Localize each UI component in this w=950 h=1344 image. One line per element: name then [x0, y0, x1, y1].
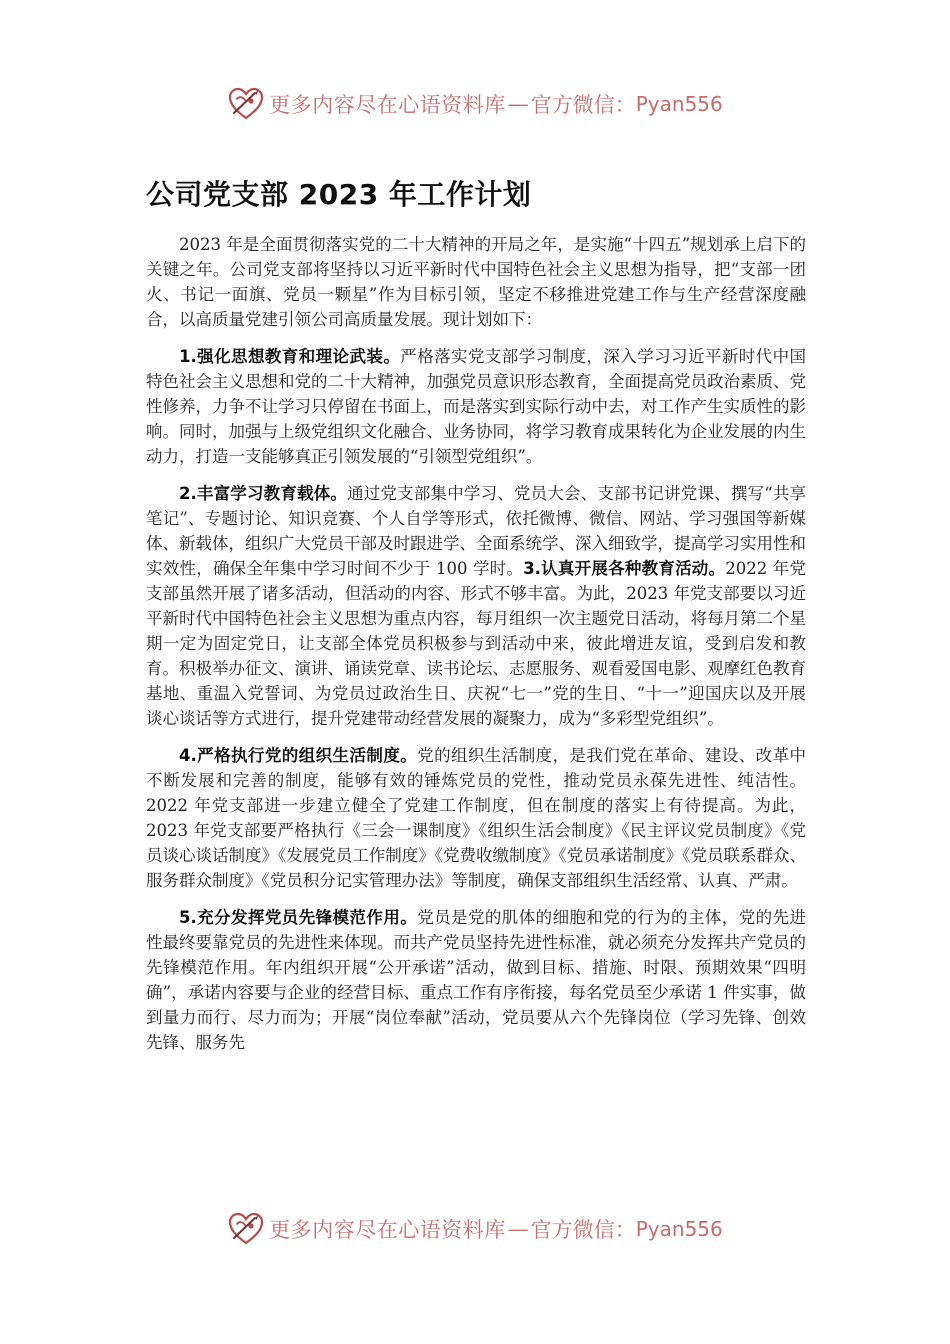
footer-banner[interactable]: [0, 1209, 950, 1249]
section-paragraph-2: [146, 481, 806, 731]
wechat-id[interactable]: Pyan556: [635, 1217, 723, 1241]
document-body: [146, 232, 806, 1067]
section-heading-4: 4.严格执行党的组织生活制度。: [179, 746, 418, 765]
section-paragraph-4: [146, 743, 806, 893]
banner-separator: —: [507, 92, 529, 116]
banner-label: 官方微信：: [530, 1218, 636, 1242]
document-title: 公司党支部 2023 年工作计划: [146, 178, 532, 211]
section-body-3: 2022 年党支部虽然开展了诸多活动，但活动的内容、形式不够丰富。为此，2023 年党支部要以习近平新时代中国特色社会主义思想为重点内容，每月组织一次主题党日活动，将每月第二个星期一定为固定党日，让支部全体党员积极参与到活动中来，彼此增进友谊，受到启发和教育。积极举办征文、演讲、诵读党章、读书论坛、志愿服务、观看爱国电影、观摩红色教育基地、重温入党誓词、为党员过政治生日、庆祝“七一”党的生日、“十一”迎国庆以及开展谈心谈话等方式进行，提升党建带动经营发展的凝聚力，成为“多彩型党组织”。: [146, 559, 806, 728]
section-heading-1: 1.强化思想教育和理论武装。: [179, 347, 401, 366]
heart-logo-icon: [227, 85, 265, 123]
section-heading-2: 2.丰富学习教育载体。: [179, 484, 348, 503]
heart-logo-icon: [227, 1210, 265, 1248]
section-body-2: 通过党支部集中学习、党员大会、支部书记讲党课、撰写“共享笔记”、专题讨论、知识竞赛、个人自学等形式，依托微博、微信、网站、学习强国等新媒体、新载体，组织广大党员干部及时跟进学、全面系统学、深入细致学，提高学习实用性和实效性，确保全年集中学习时间不少于 100 学时。: [146, 484, 807, 578]
section-paragraph-1: [146, 344, 806, 469]
banner-text: 更多内容尽在心语资料库: [269, 1218, 506, 1242]
section-heading-3: 3.认真开展各种教育活动。: [523, 559, 726, 578]
section-body-4: 党的组织生活制度，是我们党在革命、建设、改革中不断发展和完善的制度，能够有效的锤炼党员的党性，推动党员永葆先进性、纯洁性。2022 年党支部进一步建立健全了党建工作制度，但在制度的落实上有待提高。为此，2023 年党支部要严格执行《三会一课制度》《组织生活会制度》《民主评议党员制度》《党员谈心谈话制度》《发展党员工作制度》《党费收缴制度》《党员承诺制度》《党员联系群众、服务群众制度》《党员积分记实管理办法》等制度，确保支部组织生活经常、认真、严肃。: [146, 746, 807, 890]
wechat-id[interactable]: Pyan556: [635, 92, 723, 116]
section-paragraph-5: [146, 905, 806, 1055]
banner-label: 官方微信：: [530, 93, 636, 117]
intro-paragraph: 2023 年是全面贯彻落实党的二十大精神的开局之年，是实施“十四五”规划承上启下的关键之年。公司党支部将坚持以习近平新时代中国特色社会主义思想为指导，把“支部一团火、书记一面旗、党员一颗星”作为目标引领，坚定不移推进党建工作与生产经营深度融合，以高质量党建引领公司高质量发展。现计划如下：: [146, 235, 806, 329]
section-body-5: 党员是党的肌体的细胞和党的行为的主体，党的先进性最终要靠党员的先进性来体现。而共产党员坚持先进性标准，就必须充分发挥共产党员的先锋模范作用。年内组织开展“公开承诺”活动，做到目标、措施、时限、预期效果“四明确”，承诺内容要与企业的经营目标、重点工作有序衔接，每名党员至少承诺 1 件实事，做到量力而行、尽力而为；开展“岗位奉献”活动，党员要从六个先锋岗位（学习先锋、创效先锋、服务先: [146, 908, 807, 1052]
section-heading-5: 5.充分发挥党员先锋模范作用。: [179, 908, 418, 927]
banner-separator: —: [507, 1217, 529, 1241]
banner-text: 更多内容尽在心语资料库: [269, 93, 506, 117]
section-body-1: 严格落实党支部学习制度，深入学习习近平新时代中国特色社会主义思想和党的二十大精神，加强党员意识形态教育，全面提高党员政治素质、党性修养，力争不让学习只停留在书面上，而是落实到实际行动中去，对工作产生实质性的影响。同时，加强与上级党组织文化融合、业务协同，将学习教育成果转化为企业发展的内生动力，打造一支能够真正引领发展的“引领型党组织”。: [146, 347, 807, 466]
header-banner[interactable]: [0, 84, 950, 124]
